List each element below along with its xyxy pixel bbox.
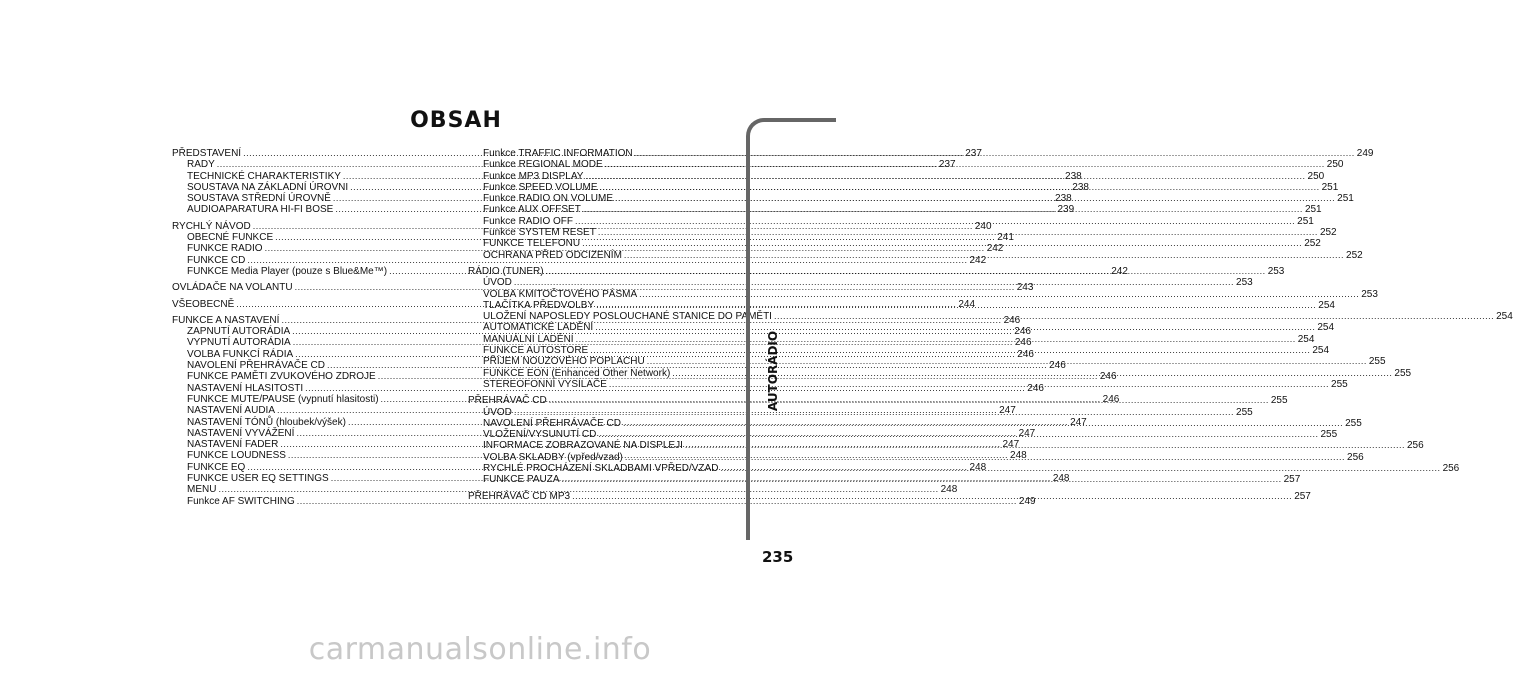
toc-entry-page: 253: [1267, 265, 1285, 277]
toc-entry-label: TECHNICKÉ CHARAKTERISTIKY: [187, 170, 341, 182]
dot-leader: [549, 395, 1269, 406]
toc-entry-page: 247: [1070, 416, 1087, 428]
dot-leader: [623, 418, 1343, 429]
dot-leader: [605, 159, 1325, 170]
toc-entry-label: TLAČÍTKA PŘEDVOLBY: [483, 299, 595, 311]
toc-entry-page: 250: [1326, 159, 1344, 171]
dot-leader: [774, 311, 1494, 322]
toc-entry-label: STEREOFONNÍ VYSÍLAČE: [483, 378, 607, 390]
toc-entry-page: 249: [1018, 495, 1036, 507]
dot-leader: [562, 474, 1282, 485]
toc-entry-page: 248: [1052, 473, 1070, 485]
toc-entry-label: ZAPNUTÍ AUTORÁDIA: [187, 326, 291, 338]
dot-leader: [514, 277, 1234, 288]
toc-entry-label: FUNKCE MUTE/PAUSE (vypnutí hlasitosti): [187, 393, 379, 405]
toc-entry-page: 250: [1307, 170, 1325, 182]
toc-entry-page: 246: [1027, 382, 1044, 394]
dot-leader: [598, 429, 1318, 440]
toc-entry-label: Funkce REGIONAL MODE: [483, 159, 603, 171]
toc-entry-page: 247: [999, 405, 1016, 417]
dot-leader: [590, 345, 1310, 356]
toc-entry-label: VŠEOBECNĚ: [172, 298, 235, 310]
toc-entry-page: 252: [1304, 238, 1321, 250]
toc-entry-label: FUNKCE EON (Enhanced Other Network): [483, 367, 671, 379]
dot-leader: [575, 216, 1295, 227]
toc-entry-page: 238: [1065, 170, 1082, 182]
toc-entry-label: Funkce AUX OFFSET: [483, 204, 581, 216]
toc-entry-label: NASTAVENÍ VYVÁŽENÍ: [187, 427, 295, 439]
toc-entry-label: VOLBA FUNKCÍ RÁDIA: [187, 348, 294, 360]
toc-entry-label: FUNKCE PAMĚTI ZVUKOVÉHO ZDROJE: [187, 371, 376, 383]
toc-entry-page: 242: [1111, 265, 1128, 277]
toc-entry-page: 254: [1297, 333, 1315, 345]
toc-entry-page: 251: [1304, 204, 1322, 216]
toc-entry-page: 254: [1318, 299, 1335, 311]
dot-leader: [514, 407, 1234, 418]
toc-entry-label: PŘEHRÁVAČ CD MP3: [468, 490, 571, 502]
dot-leader: [583, 204, 1303, 215]
toc-entry-label: FUNKCE EQ: [187, 461, 246, 473]
toc-entry-page: 246: [1049, 360, 1066, 372]
toc-entry-label: RYCHLÉ PROCHÁZENÍ SKLADBAMI VPŘED/VZAD: [483, 463, 719, 475]
toc-entry-label: FUNKCE RADIO: [187, 243, 263, 255]
toc-entry-label: NASTAVENÍ FADER: [187, 439, 279, 451]
toc-entry-label: OVLÁDAČE NA VOLANTU: [172, 282, 293, 294]
toc-entry-page: 254: [1317, 322, 1335, 334]
toc-entry-label: SOUSTAVA NA ZÁKLADNÍ ÚROVNI: [187, 181, 349, 193]
toc-entry-page: 246: [1014, 337, 1032, 349]
toc-entry-label: RÁDIO (TUNER): [468, 265, 544, 277]
toc-entry-page: 242: [986, 243, 1004, 255]
toc-entry-page: 255: [1270, 395, 1288, 407]
toc-entry-page: 254: [1312, 345, 1330, 357]
toc-entry-page: 249: [1356, 148, 1374, 159]
toc-entry-label: NASTAVENÍ TÓNŮ (hloubek/výšek): [187, 416, 346, 428]
toc-entry-page: 251: [1297, 215, 1314, 227]
toc-entry-page: 246: [1003, 314, 1021, 326]
toc-entry-label: RYCHLÝ NÁVOD: [172, 220, 251, 232]
toc-entry-label: MENU: [187, 484, 217, 496]
toc-entry-label: AUDIOAPARATURA HI-FI BOSE: [187, 204, 334, 216]
dot-leader: [635, 148, 1355, 159]
toc-entry-label: INFORMACE ZOBRAZOVANÉ NA DISPLEJI: [483, 440, 683, 452]
toc-entry-page: 255: [1345, 417, 1362, 429]
toc-entry-page: 253: [1361, 288, 1378, 300]
toc-entry-label: VOLBA KMITOČTOVÉHO PÁSMA: [483, 288, 638, 300]
dot-leader: [546, 266, 1266, 277]
toc-entry-label: OCHRANA PŘED ODCIZENÍM: [483, 249, 622, 261]
toc-entry-page: 246: [1099, 371, 1117, 383]
dot-leader: [624, 250, 1344, 261]
dot-leader: [625, 452, 1345, 463]
toc-entry-page: 237: [938, 159, 956, 171]
toc-entry-page: 246: [1014, 326, 1031, 338]
dot-leader: [599, 182, 1319, 193]
toc-entry-label: VYPNUTÍ AUTORÁDIA: [187, 337, 291, 349]
toc-entry-page: 244: [958, 298, 976, 310]
toc-entry-label: AUTOMATICKÉ LADĚNÍ: [483, 322, 594, 334]
toc-entry-page: 251: [1337, 193, 1354, 205]
page-number: 235: [762, 548, 794, 566]
toc-entry-page: 239: [1057, 204, 1075, 216]
dot-leader: [615, 193, 1335, 204]
toc-entry-page: 252: [1346, 249, 1363, 261]
toc-entry-label: Funkce SPEED VOLUME: [483, 181, 598, 193]
toc-entry-page: 243: [1016, 282, 1034, 294]
dot-leader: [582, 238, 1302, 249]
toc-entry-page: 238: [1055, 193, 1072, 205]
toc-entry-label: PŘEDSTAVENÍ: [172, 148, 242, 159]
toc-entry-label: NAVOLENÍ PŘEHRÁVAČE CD: [187, 360, 325, 372]
toc-entry-page: 242: [969, 254, 987, 266]
dot-leader: [598, 227, 1318, 238]
dot-leader: [585, 171, 1305, 182]
toc-entry-label: VLOŽENÍ/VYSUNUTÍ CD: [483, 429, 597, 441]
toc-entry-page: 252: [1319, 227, 1337, 239]
dot-leader: [609, 379, 1329, 390]
toc-entry-label: RADY: [187, 159, 215, 171]
toc-entry-page: 248: [969, 461, 987, 473]
toc-entry-page: 240: [974, 220, 992, 232]
toc-entry-label: FUNKCE A NASTAVENÍ: [172, 314, 280, 326]
toc-entry-label: Funkce RADIO ON VOLUME: [483, 193, 614, 205]
toc-entry-label: Funkce MP3 DISPLAY: [483, 170, 584, 182]
toc-entry-page: 248: [940, 484, 958, 496]
toc-entry-label: FUNKCE USER EQ SETTINGS: [187, 473, 329, 485]
toc-entry-label: SOUSTAVA STŘEDNÍ ÚROVNĚ: [187, 193, 331, 205]
toc-entry-label: ÚVOD: [483, 406, 512, 418]
toc-entry-page: 253: [1236, 277, 1253, 289]
toc-entry-label: FUNKCE LOUDNESS: [187, 450, 286, 462]
toc-entry-page: 247: [1002, 439, 1020, 451]
toc-entry-page: 248: [1010, 450, 1027, 462]
page-title: OBSAH: [410, 108, 502, 133]
toc-entry-page: 256: [1406, 440, 1424, 452]
toc-entry-label: PŘÍJEM NOUZOVÉHO POPLACHU: [483, 356, 645, 368]
toc-entry-label: VOLBA SKLADBY (vpřed/vzad): [483, 451, 623, 463]
toc-entry-label: NASTAVENÍ AUDIA: [187, 405, 275, 417]
dot-leader: [576, 334, 1296, 345]
toc-entry-page: 247: [1018, 427, 1036, 439]
toc-entry-page: 255: [1320, 429, 1338, 441]
toc-entry-label: Funkce AF SWITCHING: [187, 495, 295, 507]
toc-entry-label: FUNKCE CD: [187, 254, 246, 266]
toc-entry-label: FUNKCE Media Player (pouze s Blue&Me™): [187, 265, 388, 277]
toc-entry-label: Funkce RADIO OFF: [483, 215, 574, 227]
toc-entry-label: ULOŽENÍ NAPOSLEDY POSLOUCHANÉ STANICE DO PAMĚTI: [483, 311, 772, 323]
toc-entry-page: 255: [1394, 367, 1412, 379]
toc-entry-label: NAVOLENÍ PŘEHRÁVAČE CD: [483, 417, 621, 429]
toc-entry-label: Funkce SYSTEM RESET: [483, 227, 596, 239]
toc-entry-page: 237: [965, 148, 982, 159]
chapter-tab: [746, 118, 836, 540]
toc-entry-label: FUNKCE PAUZA: [483, 474, 560, 486]
watermark: carmanualsonline.info: [308, 632, 652, 667]
toc-entry-page: 251: [1321, 181, 1339, 193]
toc-entry-page: 254: [1496, 311, 1513, 323]
toc-entry-label: OBECNÉ FUNKCE: [187, 232, 274, 244]
toc-entry-page: 255: [1331, 378, 1348, 390]
toc-entry-page: 257: [1283, 474, 1301, 486]
toc-entry-page: 246: [1017, 348, 1034, 360]
toc-entry-label: FUNKCE TELEFONU: [483, 238, 581, 250]
dot-leader: [595, 322, 1315, 333]
toc-entry-label: ÚVOD: [483, 277, 512, 289]
toc-entry-page: 256: [1442, 463, 1460, 475]
toc-entry-page: 241: [997, 232, 1014, 244]
toc-entry-page: 255: [1236, 406, 1253, 418]
toc-entry-label: Funkce TRAFFIC INFORMATION: [483, 148, 633, 159]
toc-entry-page: 246: [1102, 393, 1120, 405]
toc-entry-page: 256: [1347, 451, 1364, 463]
toc-entry-label: MANUÁLNÍ LADĚNÍ: [483, 333, 574, 345]
toc-entry-page: 255: [1368, 356, 1386, 368]
toc-entry-label: NASTAVENÍ HLASITOSTI: [187, 382, 304, 394]
toc-entry-page: 257: [1294, 490, 1311, 502]
toc-entry-page: 238: [1072, 181, 1089, 193]
dot-leader: [596, 300, 1316, 311]
toc-entry-label: PŘEHRÁVAČ CD: [468, 395, 547, 407]
dot-leader: [572, 491, 1292, 502]
toc-entry-label: FUNKCE AUTOSTORE: [483, 345, 589, 357]
